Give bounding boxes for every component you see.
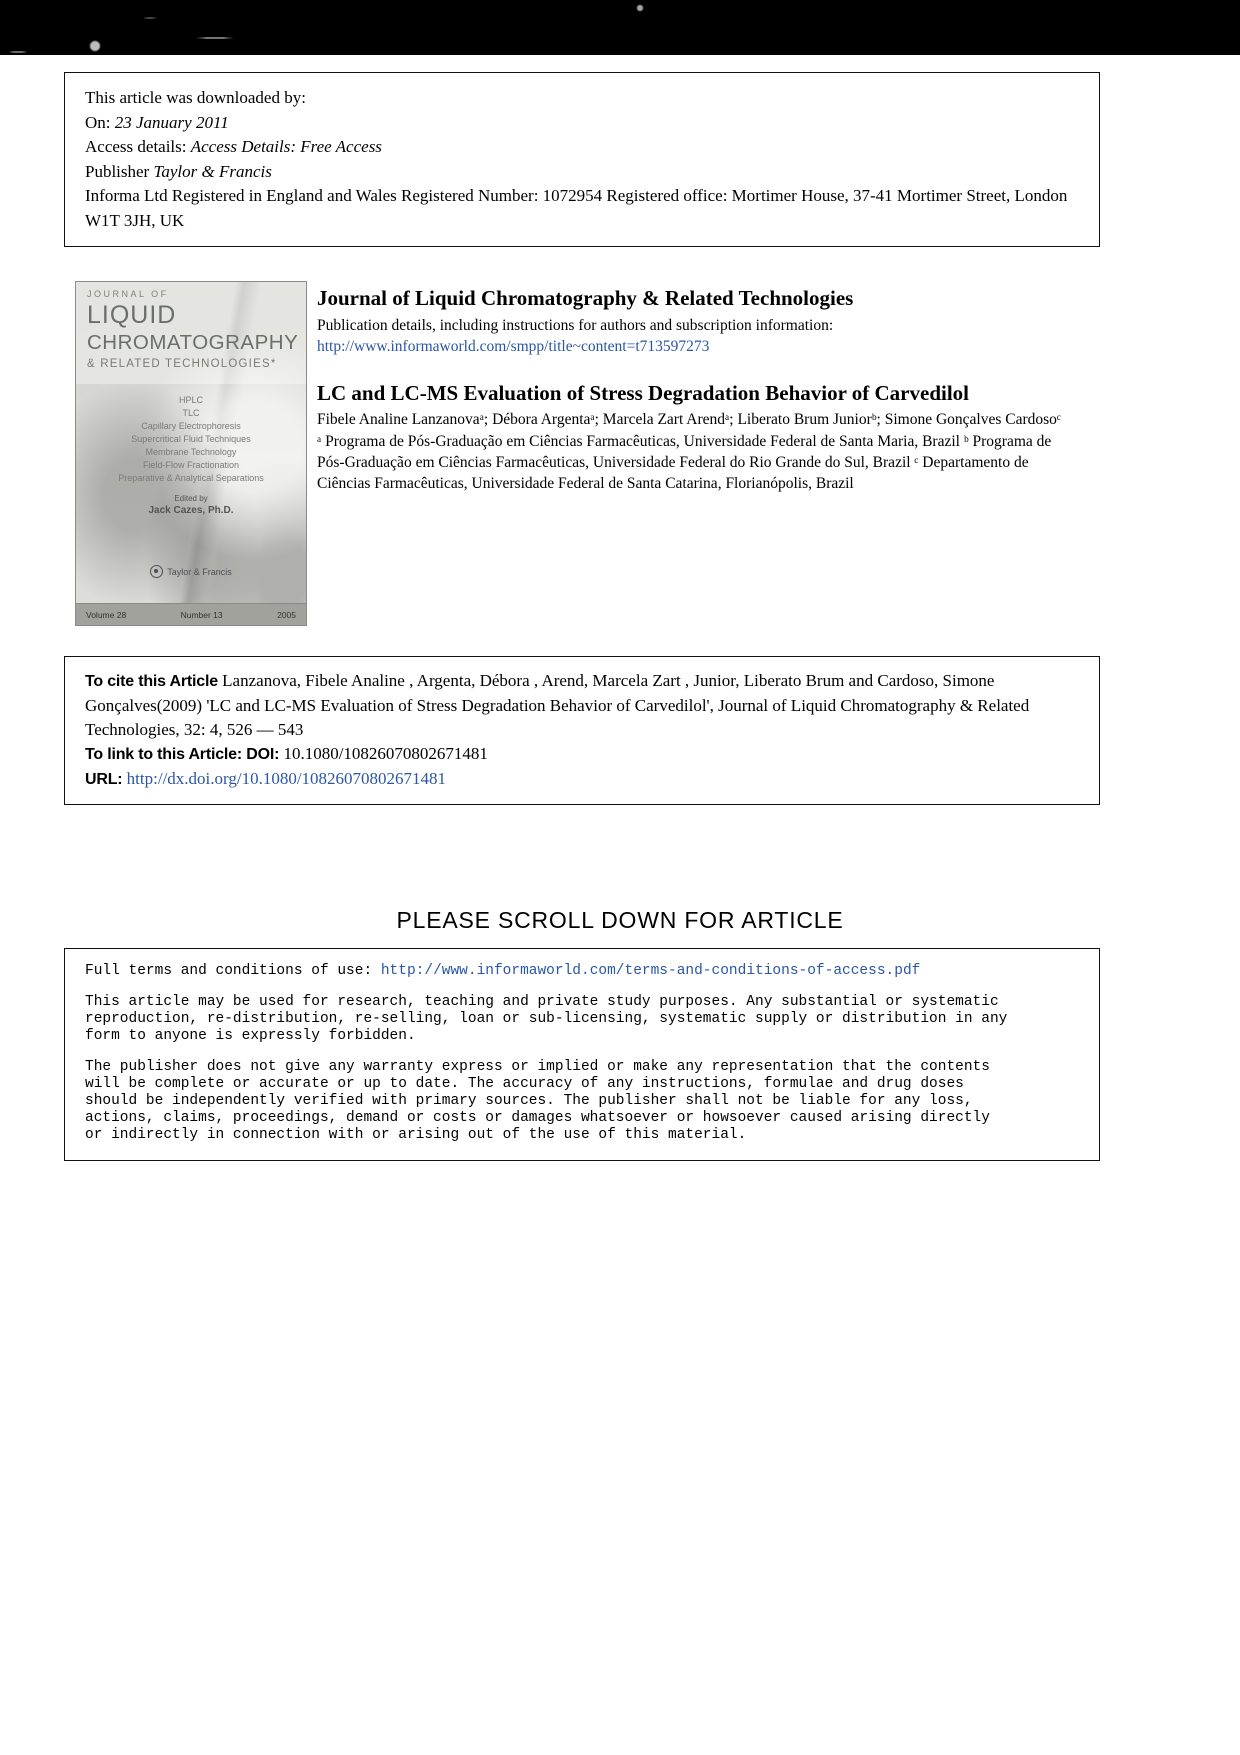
- scroll-down-notice: PLEASE SCROLL DOWN FOR ARTICLE: [396, 907, 844, 933]
- cover-topics-list: [76, 394, 306, 485]
- cover-title-related: & RELATED TECHNOLOGIES*: [87, 358, 277, 370]
- terms-pdf-link[interactable]: http://www.informaworld.com/terms-and-conditions-of-access.pdf: [380, 963, 921, 979]
- cite-label: To cite this Article: [85, 673, 218, 690]
- download-info-box: [64, 72, 1100, 247]
- cover-topic: Field-Flow Fractionation: [142, 460, 240, 470]
- publisher-line: Publisher Taylor & Francis: [85, 161, 272, 181]
- journal-homepage-link[interactable]: http://www.informaworld.com/smpp/title~content=t713597273: [317, 338, 710, 355]
- cover-edited-by-label: Edited by: [174, 494, 208, 503]
- cover-masthead: [87, 289, 300, 370]
- scan-edge-artifact: [0, 0, 1240, 55]
- journal-cover-thumbnail: [75, 281, 307, 626]
- terms-and-conditions-box: [64, 948, 1100, 1161]
- cover-topic: Membrane Technology: [145, 447, 237, 457]
- cover-year: 2005: [277, 609, 296, 620]
- cover-topic: Capillary Electrophoresis: [141, 421, 241, 431]
- journal-info-column: [317, 281, 1062, 494]
- doi-label: To link to this Article: DOI:: [85, 746, 280, 763]
- url-label: URL:: [85, 771, 123, 788]
- article-authors: Fibele Analine Lanzanovaᵃ; Débora Argentaᵃ; Marcela Zart Arendᵃ; Liberato Brum Juniorᵇ; Simone Gonçalves Cardosoᶜ: [317, 411, 1061, 428]
- url-line: [85, 767, 1039, 792]
- access-details-line: Access details: Access Details: Free Access: [85, 137, 382, 156]
- full-terms-line: [85, 963, 1014, 980]
- doi-value: 10.1080/10826070802671481: [279, 744, 488, 763]
- cover-title-chromatography: CHROMATOGRAPHY: [87, 331, 299, 354]
- cover-editor-block: [76, 494, 306, 516]
- journal-header-section: [75, 281, 1240, 626]
- taylor-francis-logo-icon: [150, 565, 163, 578]
- warranty-paragraph: The publisher does not give any warranty express or implied or make any representation that the contents will be complete or accurate or up to date. The accuracy of any instructions, formulae and drug doses should be independently verified with primary sources. The publisher shall not be liable for any loss, actions, claims, proceedings, demand or costs or damages whatsoever or howsoever caused arising directly or indirectly in connection with or arising out of the use of this material.: [85, 1059, 990, 1143]
- article-title: LC and LC-MS Evaluation of Stress Degradation Behavior of Carvedilol: [317, 381, 970, 405]
- download-date-line: On: 23 January 2011: [85, 112, 229, 132]
- cite-text: Lanzanova, Fibele Analine , Argenta, Débora , Arend, Marcela Zart , Junior, Liberato Brum and Cardoso, Simone Gonçalves(2009) 'LC and LC-MS Evaluation of Stress Degradation Behavior of Carvedilol', Journal of Liquid Chromatography & Related Technologies, 32: 4, 526 — 543: [85, 671, 1030, 739]
- journal-title: Journal of Liquid Chromatography & Related Technologies: [317, 286, 854, 310]
- cover-topic: Preparative & Analytical Separations: [118, 473, 264, 483]
- cover-editor-name: Jack Cazes, Ph.D.: [148, 505, 234, 516]
- cover-publisher-name: Taylor & Francis: [167, 566, 232, 577]
- publication-details-text: Publication details, including instructions for authors and subscription information:: [317, 317, 834, 334]
- cover-number: Number 13: [180, 609, 223, 620]
- citation-box: [64, 656, 1100, 805]
- usage-paragraph: This article may be used for research, teaching and private study purposes. Any substantial or systematic reproduction, re-distribution, re-selling, loan or sub-licensing, systematic supply or distribution in any form to anyone is expressly forbidden.: [85, 994, 1008, 1044]
- cover-publisher-logo: [76, 565, 306, 578]
- cover-topic: TLC: [182, 408, 200, 418]
- doi-line: [85, 742, 1039, 767]
- cover-volume: Volume 28: [86, 609, 127, 620]
- cite-line: [85, 669, 1039, 742]
- downloaded-by-line: This article was downloaded by:: [85, 88, 306, 107]
- cover-volume-bar: [76, 603, 306, 625]
- registered-office-line: Informa Ltd Registered in England and Wales Registered Number: 1072954 Registered office: Mortimer House, 37-41 Mortimer Street, London W1T 3JH, UK: [85, 186, 1068, 230]
- cover-topic: HPLC: [178, 395, 203, 405]
- publication-link-line: [317, 336, 1062, 357]
- cover-title-liquid: LIQUID: [87, 301, 177, 329]
- cover-topic: Supercritical Fluid Techniques: [131, 434, 251, 444]
- full-terms-label: Full terms and conditions of use:: [85, 963, 381, 979]
- cover-journal-of-text: JOURNAL OF: [87, 289, 169, 299]
- doi-url-link[interactable]: http://dx.doi.org/10.1080/10826070802671481: [126, 769, 447, 788]
- article-affiliations: ᵃ Programa de Pós-Graduação em Ciências Farmacêuticas, Universidade Federal de Santa Maria, Brazil ᵇ Programa de Pós-Graduação em Ciências Farmacêuticas, Universidade Federal do Rio Grande do Sul, Brazil ᶜ Departamento de Ciências Farmacêuticas, Universidade Federal de Santa Catarina, Florianópolis, Brazil: [317, 433, 1052, 492]
